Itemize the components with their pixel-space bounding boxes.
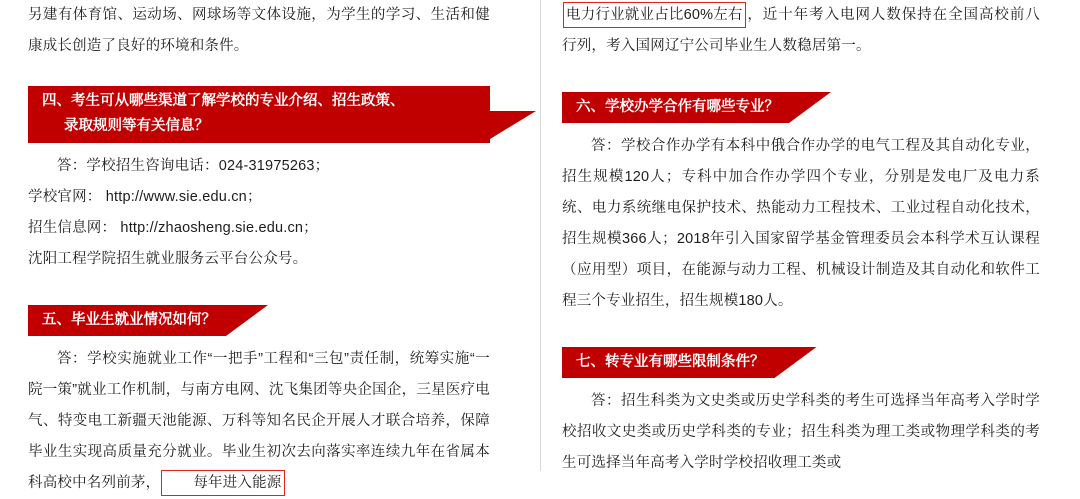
highlight-box-right: 电力行业就业占比60%左右 [563, 2, 746, 28]
spacer [562, 62, 1040, 78]
section-4-line-1: 答：学校招生咨询电话：024-31975263； [57, 158, 330, 174]
spacer [562, 317, 1040, 333]
section-4-line-4: 沈阳工程学院招生就业服务云平台公众号。 [28, 251, 308, 267]
section-5-banner [28, 305, 226, 336]
section-4-heading-line1: 四、考生可从哪些渠道了解学校的专业介绍、招生政策、 [42, 93, 405, 109]
section-7-paragraph: 答：招生科类为文史类或历史学科类的考生可选择当年高考入学时学校招收文史类或历史学科类的专业；招生科类为理工类或物理学科类的考生可选择当年高考入学时学校招收理工类或 [562, 393, 1040, 471]
section-5-heading-text: 五、毕业生就业情况如何？ [42, 312, 216, 328]
spacer [28, 62, 490, 72]
section-5-heading [28, 305, 490, 336]
spacer [28, 275, 490, 291]
banner-tail-icon [226, 305, 268, 336]
section-4-banner [28, 86, 490, 143]
section-5-paragraph [28, 344, 490, 499]
section-4-banner-bar [28, 86, 490, 143]
section-4-heading [28, 86, 490, 143]
section-6-heading-text: 六、学校办学合作有哪些专业？ [576, 99, 779, 115]
right-top-paragraph-rest: ，近十年考入电网人数保持在全国高校前八行列，考入国网辽宁公司毕业生人数稳居第一。 [562, 7, 1040, 54]
section-6-heading [562, 92, 1040, 123]
section-7-banner [562, 347, 775, 378]
section-7-heading-text: 七、转专业有哪些限制条件？ [576, 354, 765, 370]
section-7-heading [562, 347, 1040, 378]
left-column [0, 0, 540, 491]
section-4-heading-line2: 录取规则等有关信息？ [64, 118, 209, 134]
banner-tail-icon [789, 92, 831, 123]
right-top-paragraph [562, 0, 1040, 62]
banner-tail-icon [775, 347, 817, 378]
section-6-banner-bar [562, 92, 789, 123]
intro-paragraph: 另建有体育馆、运动场、网球场等文体设施，为学生的学习、生活和健康成长创造了良好的环境和条件。 [28, 7, 490, 54]
section-5-banner-bar [28, 305, 226, 336]
banner-tail-icon [490, 111, 536, 139]
section-4-line-2: 学校官网： http://www.sie.edu.cn； [28, 189, 262, 205]
section-7-banner-bar [562, 347, 775, 378]
highlight-box-left: 每年进入能源 [161, 470, 284, 496]
right-column [540, 0, 1080, 471]
section-5-paragraph-text: 答：学校实施就业工作“一把手”工程和“三包”责任制，统筹实施“一院一策”就业工作机制，与南方电网、沈飞集团等央企国企，三星医疗电气、特变电工新疆天池能源、万科等知名民企开展人才联合培养，保障毕业生实现高质量充分就业。毕业生初次去向落实率连续九年在省属本科高校中名列前茅， [28, 351, 490, 491]
section-6-banner [562, 92, 789, 123]
section-6-paragraph: 答：学校合作办学有本科中俄合作办学的电气工程及其自动化专业，招生规模120人；专科中加合作办学四个专业，分别是发电厂及电力系统、电力系统继电保护技术、热能动力工程技术、工业过程自动化技术，招生规模366人；2018年引入国家留学基金管理委员会本科学术互认课程（应用型）项目，在能源与动力工程、机械设计制造及其自动化和软件工程三个专业招生，招生规模180人。 [562, 138, 1040, 309]
section-4-line-3: 招生信息网： http://zhaosheng.sie.edu.cn； [28, 220, 318, 236]
